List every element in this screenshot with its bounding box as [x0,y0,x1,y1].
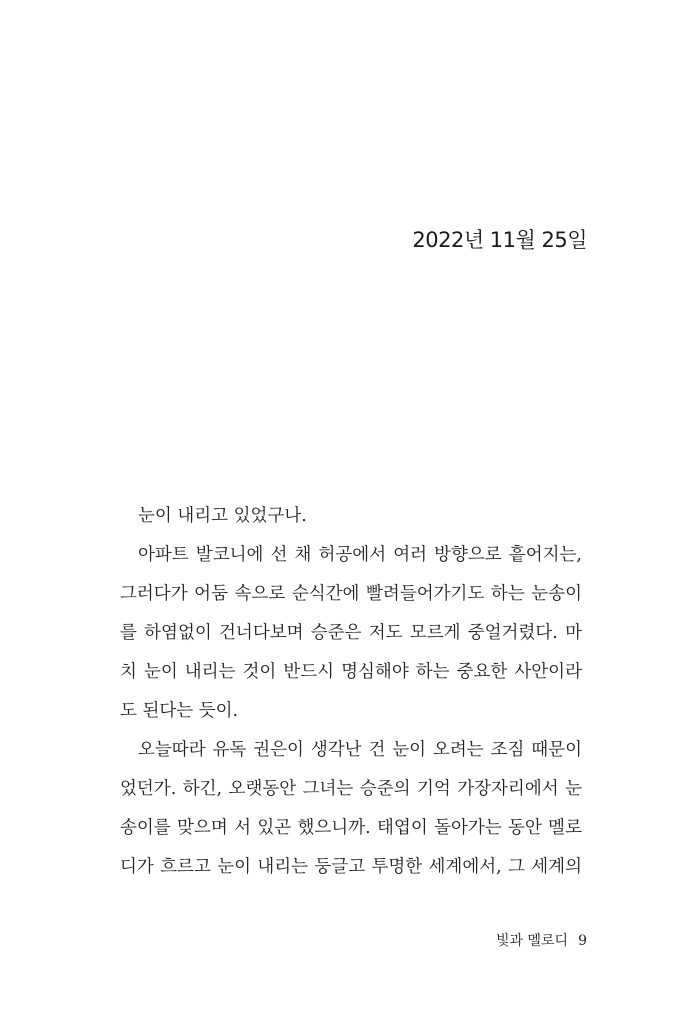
paragraph-line: 치 눈이 내리는 것이 반드시 명심해야 하는 중요한 사안이라 [120,662,582,682]
paragraph-line: 아파트 발코니에 선 채 허공에서 여러 방향으로 흩어지는, [138,545,582,565]
page-number: 9 [578,933,587,949]
chapter-date-heading: 2022년 11월 25일 [412,228,587,252]
paragraph-line: 었던가. 하긴, 오랫동안 그녀는 승준의 기억 가장자리에서 눈 [120,779,582,799]
paragraph-line: 디가 흐르고 눈이 내리는 둥글고 투명한 세계에서, 그 세계의 [120,857,582,877]
paragraph-line: 그러다가 어둠 속으로 순식간에 빨려들어가기도 하는 눈송이 [120,584,582,604]
paragraph-line: 송이를 맞으며 서 있곤 했으니까. 태엽이 돌아가는 동안 멜로 [120,818,582,838]
running-footer [496,930,587,950]
paragraph-line: 를 하염없이 건너다보며 승준은 저도 모르게 중얼거렸다. 마 [120,623,582,643]
paragraph-line: 눈이 내리고 있었구나. [138,506,307,526]
body-text [120,497,582,887]
paragraph-line: 도 된다는 듯이. [120,701,239,721]
book-title: 빛과 멜로디 [496,933,569,949]
paragraph-line: 오늘따라 유독 권은이 생각난 건 눈이 오려는 조짐 때문이 [138,740,582,760]
